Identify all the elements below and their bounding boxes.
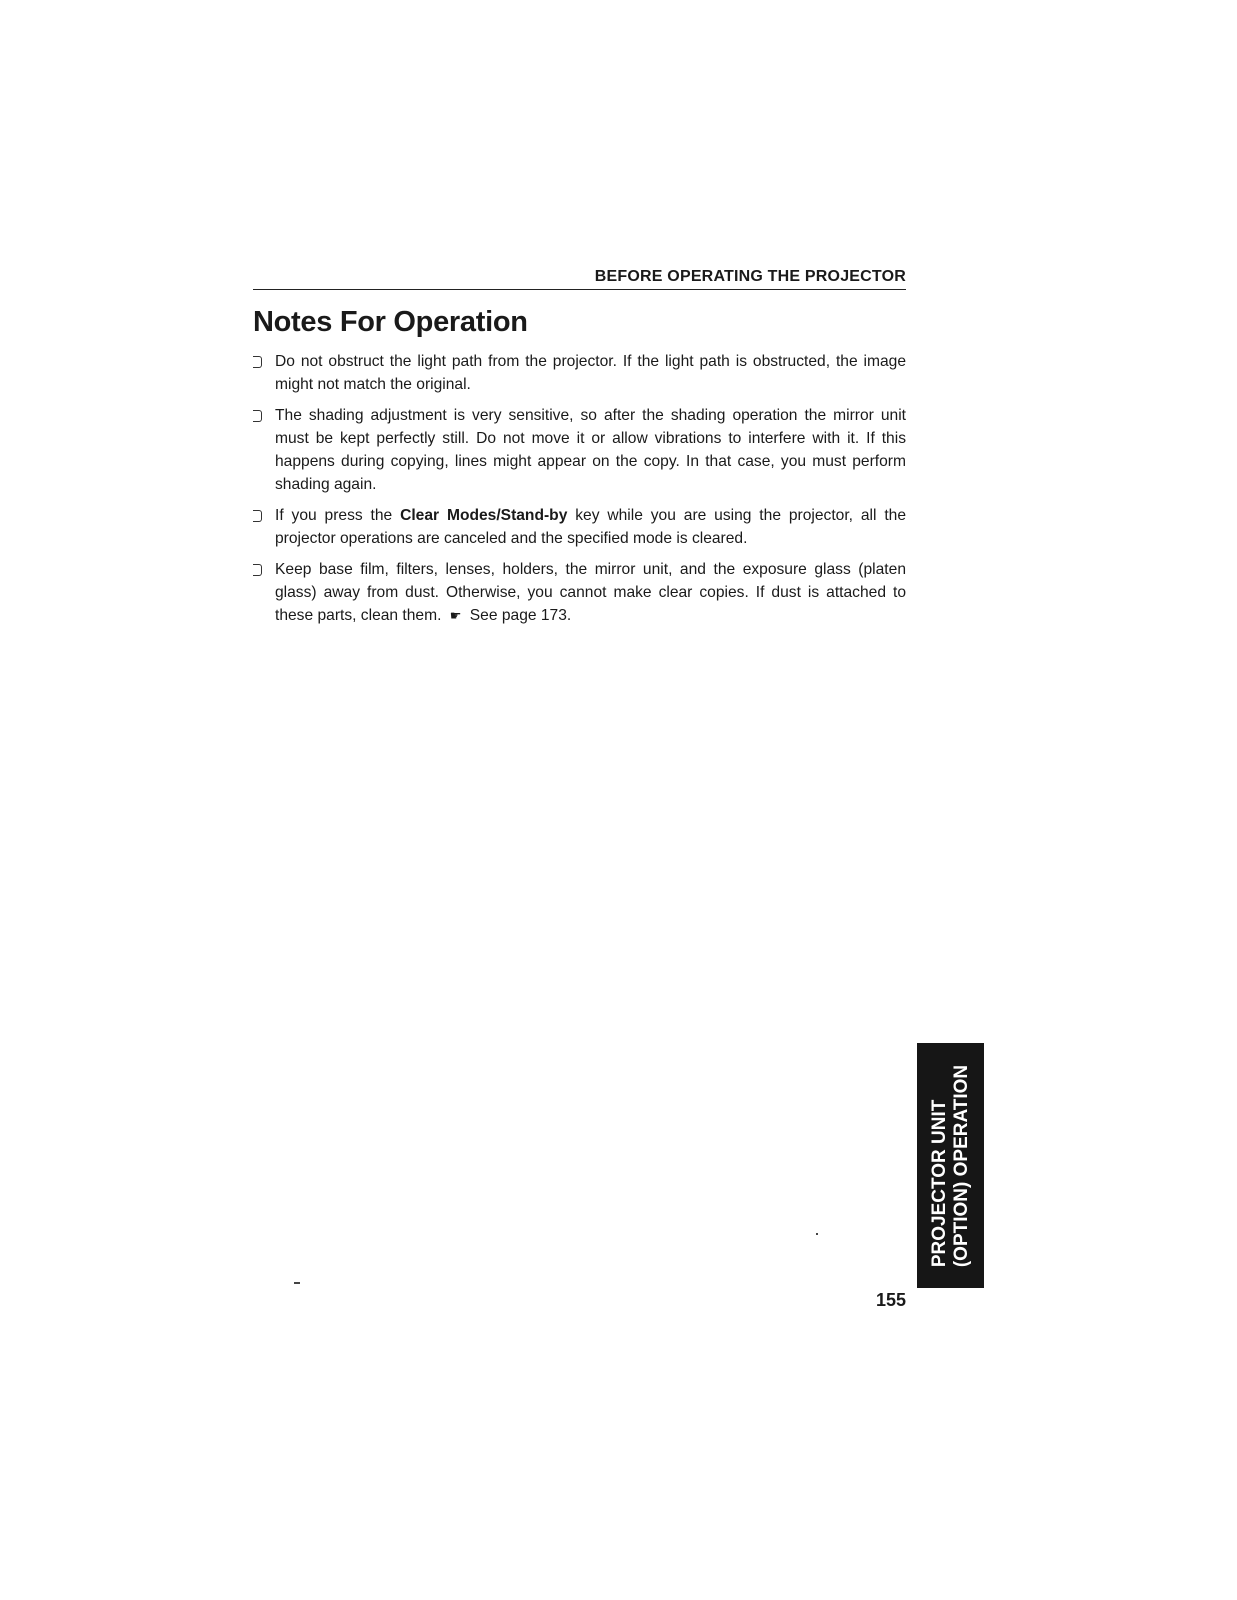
side-tab-line-2: (OPTION) OPERATION bbox=[950, 1064, 972, 1267]
note-item bbox=[253, 404, 906, 496]
note-text-before: If you press the bbox=[275, 507, 401, 524]
side-tab-label bbox=[929, 1064, 973, 1266]
note-item bbox=[253, 350, 906, 396]
checkbox-bullet-icon bbox=[253, 356, 262, 368]
note-item bbox=[253, 558, 906, 627]
cross-reference-link[interactable]: See page 173. bbox=[469, 607, 572, 624]
notes-list bbox=[253, 350, 906, 635]
note-item bbox=[253, 504, 906, 550]
hand-pointer-icon: ☛ bbox=[449, 608, 462, 623]
page-title: Notes For Operation bbox=[253, 306, 528, 338]
side-tab-line-1: PROJECTOR UNIT bbox=[928, 1099, 950, 1267]
key-name: Clear Modes/Stand-by bbox=[400, 507, 568, 524]
note-text: Do not obstruct the light path from the projector. If the light path is obstructed, the image might not match the original. bbox=[275, 353, 906, 393]
scan-speck bbox=[816, 1233, 818, 1235]
checkbox-bullet-icon bbox=[253, 564, 262, 576]
scan-speck bbox=[294, 1282, 300, 1284]
note-text: The shading adjustment is very sensitive, so after the shading operation the mirror unit must be kept perfectly still. Do not move it or allow vibrations to interfere with it. If this happens during copying, lines might appear on the copy. In that case, you must perform shading again. bbox=[275, 407, 906, 493]
checkbox-bullet-icon bbox=[253, 410, 262, 422]
checkbox-bullet-icon bbox=[253, 510, 262, 522]
page-number: 155 bbox=[875, 1290, 906, 1310]
note-text-after: key while you are using the projector, all the projector operations are canceled and the specified mode is cleared. bbox=[275, 507, 906, 547]
note-text-before: Keep base film, filters, lenses, holders, the mirror unit, and the exposure glass (platen glass) away from dust. Otherwise, you cannot make clear copies. If dust is attached to these parts, clean them. bbox=[275, 561, 906, 624]
section-side-tab bbox=[917, 1043, 984, 1288]
running-head: BEFORE OPERATING THE PROJECTOR bbox=[253, 268, 906, 290]
